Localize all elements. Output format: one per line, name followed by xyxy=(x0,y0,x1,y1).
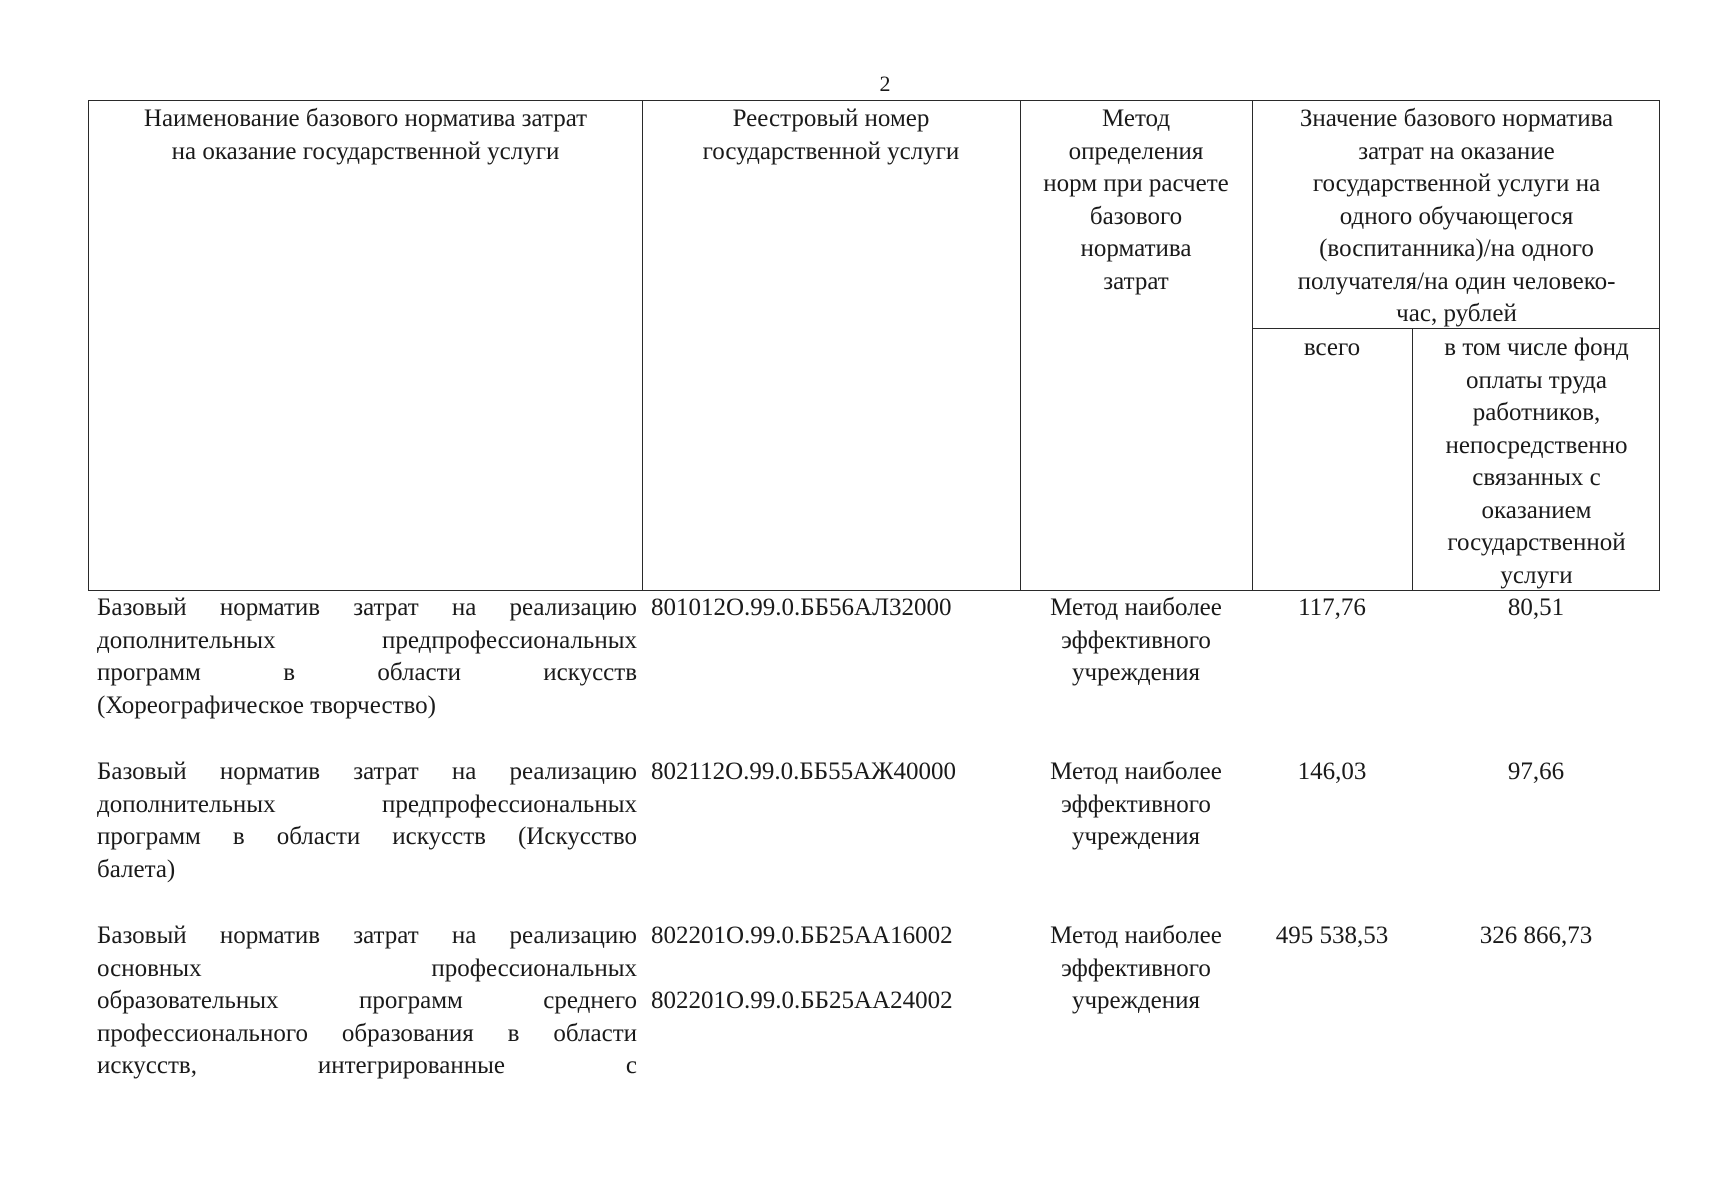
value-wage-fund: 326 866,73 xyxy=(1479,922,1593,949)
norm-name-line: искусств, интегрированные с xyxy=(97,1052,637,1079)
registry-code: 802112О.99.0.ББ55АЖ40000 xyxy=(651,758,957,785)
method-line: эффективного xyxy=(1061,626,1211,654)
value-wage-fund: 97,66 xyxy=(1507,758,1565,785)
norm-name-line: Базовый норматив затрат на реализацию xyxy=(97,594,637,621)
norm-name-line: образовательных программ среднего xyxy=(97,987,637,1014)
norm-name-line: основных профессиональных xyxy=(97,954,637,982)
norm-name-line: Базовый норматив затрат на реализацию xyxy=(97,922,637,949)
column-divider xyxy=(642,101,643,590)
method-line: эффективного xyxy=(1061,790,1211,818)
method xyxy=(1021,920,1251,1018)
norm-name-line: профессионального образования в области xyxy=(97,1019,637,1047)
method-line: учреждения xyxy=(1071,823,1200,850)
norm-name-line: (Хореографическое творчество) xyxy=(97,691,436,719)
registry-code: 802201О.99.0.ББ25АА24002 xyxy=(651,987,953,1014)
header-value: Значение базового норматива затрат на оказание государственной услуги на одного обучающегося (воспитанника)/на одного получателя/на один человеко- час, рублей xyxy=(1297,105,1616,327)
header-method: Метод определения норм при расчете базового норматива затрат xyxy=(1043,105,1229,295)
registry-code: 801012О.99.0.ББ56АЛ32000 xyxy=(651,594,952,621)
norm-name-line: Базовый норматив затрат на реализацию xyxy=(97,758,637,785)
registry-number xyxy=(651,592,1031,657)
method-line: учреждения xyxy=(1071,987,1200,1014)
norm-name xyxy=(97,592,637,722)
header-wage-fund: в том числе фонд оплаты труда работников, непосредственно связанных с оказанием государственной услуги xyxy=(1444,334,1629,589)
norm-name-line: балета) xyxy=(97,855,176,883)
registry-number xyxy=(651,756,1031,821)
norm-name xyxy=(97,920,637,1083)
method-line: учреждения xyxy=(1071,659,1200,686)
registry-number xyxy=(651,920,1031,1050)
method-line: Метод наиболее xyxy=(1050,594,1222,621)
method-line: Метод наиболее xyxy=(1050,922,1222,949)
page-number: 2 xyxy=(879,71,891,96)
norm-name-line: дополнительных предпрофессиональных xyxy=(97,790,637,818)
norm-name xyxy=(97,756,637,886)
value-wage-fund: 80,51 xyxy=(1507,594,1565,621)
method-line: Метод наиболее xyxy=(1050,758,1222,785)
method-line: эффективного xyxy=(1061,954,1211,982)
table-header xyxy=(88,100,1660,591)
header-name: Наименование базового норматива затрат на оказание государственной услуги xyxy=(143,105,588,165)
norm-name-line: программ в области искусств xyxy=(97,659,637,686)
norm-name-line: программ в области искусств (Искусство xyxy=(97,823,637,850)
value-total: 117,76 xyxy=(1298,594,1366,621)
registry-code: 802201О.99.0.ББ25АА16002 xyxy=(651,922,953,949)
value-total: 146,03 xyxy=(1297,758,1367,785)
header-registry-number: Реестровый номер государственной услуги xyxy=(702,105,960,165)
method xyxy=(1021,592,1251,690)
value-total: 495 538,53 xyxy=(1275,922,1389,949)
method xyxy=(1021,756,1251,854)
header-total: всего xyxy=(1303,334,1361,361)
norm-name-line: дополнительных предпрофессиональных xyxy=(97,626,637,654)
